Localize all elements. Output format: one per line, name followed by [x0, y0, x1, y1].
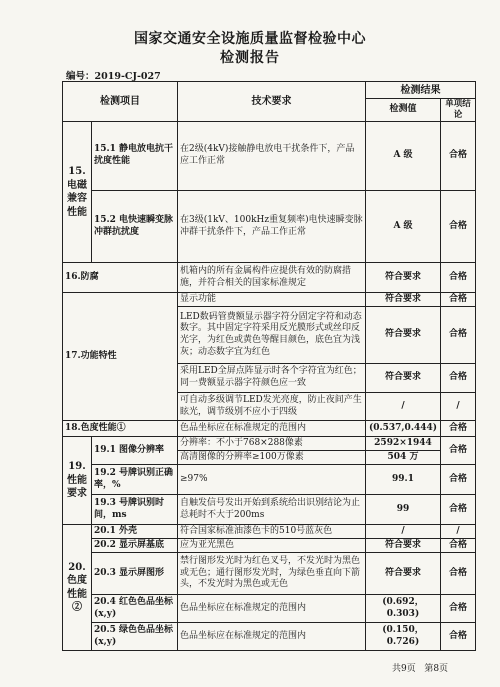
item-verdict: 合格 — [441, 495, 476, 525]
col-header-item: 检测项目 — [63, 82, 178, 122]
item-verdict: 合格 — [441, 191, 476, 263]
item-requirement: 机箱内的所有金属构件应提供有效的防腐措施，并符合相关的国家标准规定 — [178, 263, 366, 293]
item-measured: (0.537,0.444) — [366, 421, 441, 437]
item-name: 16.防腐 — [63, 263, 178, 293]
item-verdict: 合格 — [441, 122, 476, 191]
item-measured: 符合要求 — [366, 293, 441, 307]
item-requirement: 禁行图形发光时为红色叉号，不发光时为黑色或无色；通行图形发光时，为绿色垂直向下箭头，不发光时为黑色或无色 — [178, 553, 366, 595]
item-verdict: 合格 — [441, 553, 476, 595]
item-name: 19.3 号牌识别时间，ms — [92, 495, 178, 525]
item-measured: / — [366, 525, 441, 539]
item-requirement: LED数码管费额显示器字符分固定字符和动态数字。其中固定字符采用反光膜形式或丝印反光字，为红色或黄色等醒目颜色，底色宜为浅灰；动态数字宜为红色 — [178, 307, 366, 364]
item-measured: 符合要求 — [366, 539, 441, 553]
item-verdict: 合格 — [441, 307, 476, 364]
table-row — [63, 191, 476, 263]
item-verdict: 合格 — [441, 293, 476, 307]
item-verdict: 合格 — [441, 364, 476, 393]
table-row — [63, 421, 476, 437]
item-verdict: 合格 — [441, 539, 476, 553]
col-header-verdict: 单项结论 — [441, 99, 476, 122]
item-requirement: 自触发信号发出开始到系统给出识别结论为止总耗时不大于200ms — [178, 495, 366, 525]
document-number: 编号：2019-CJ-027 — [66, 71, 161, 82]
item-measured: A 级 — [366, 122, 441, 191]
item-measured: 2592×1944 — [366, 437, 441, 451]
item-measured: 99.1 — [366, 465, 441, 495]
item-measured: 符合要求 — [366, 364, 441, 393]
item-name: 20.3 显示屏图形 — [92, 553, 178, 595]
table-row — [63, 293, 476, 307]
table-row — [63, 495, 476, 525]
item-verdict: / — [441, 393, 476, 421]
table-row — [63, 437, 476, 451]
table-row — [63, 122, 476, 191]
item-name: 15.2 电快速瞬变脉冲群抗扰度 — [92, 191, 178, 263]
item-name: 20.1 外壳 — [92, 525, 178, 539]
item-name: 20.5 绿色色品坐标(x,y) — [92, 623, 178, 651]
item-verdict: 合格 — [441, 465, 476, 495]
item-requirement: 采用LED全屏点阵显示时各个字符宜为红色；同一费额显示器字符颜色应一致 — [178, 364, 366, 393]
col-header-measured: 检测值 — [366, 99, 441, 122]
table-row — [63, 263, 476, 293]
item-verdict: / — [441, 525, 476, 539]
table-row — [63, 539, 476, 553]
item-name: 17.功能特性 — [63, 293, 178, 421]
item-measured: 504 万 — [366, 451, 441, 465]
item-name: 15.1 静电放电抗干扰度性能 — [92, 122, 178, 191]
item-verdict: 合格 — [441, 437, 476, 465]
item-measured: 符合要求 — [366, 307, 441, 364]
item-name: 20.2 显示屏基底 — [92, 539, 178, 553]
col-header-result: 检测结果 — [366, 82, 476, 99]
item-verdict: 合格 — [441, 421, 476, 437]
report-table — [62, 81, 476, 651]
item-requirement: 色品坐标应在标准规定的范围内 — [178, 623, 366, 651]
org-title: 国家交通安全设施质量监督检验中心 — [134, 31, 366, 47]
item-requirement: 应为亚光黑色 — [178, 539, 366, 553]
total-pages: 共9页 — [392, 664, 416, 674]
item-verdict: 合格 — [441, 595, 476, 623]
item-measured: 符合要求 — [366, 263, 441, 293]
table-row — [63, 595, 476, 623]
item-requirement: 显示功能 — [178, 293, 366, 307]
table-row — [63, 525, 476, 539]
item-verdict: 合格 — [441, 263, 476, 293]
item-name: 19.1 图像分辨率 — [92, 437, 178, 465]
col-header-requirement: 技术要求 — [178, 82, 366, 122]
table-row — [63, 465, 476, 495]
item-requirement: 高清图像的分辨率≥100万像素 — [178, 451, 366, 465]
item-measured: (0.692，0.303) — [366, 595, 441, 623]
item-requirement: 色品坐标应在标准规定的范围内 — [178, 421, 366, 437]
item-name: 19.2 号牌识别正确率，% — [92, 465, 178, 495]
page-footer — [392, 661, 448, 674]
table-row — [63, 623, 476, 651]
section-19-label: 19.性能要求 — [63, 437, 92, 525]
report-title: 检测报告 — [220, 50, 280, 66]
item-requirement: 在3级(1kV、100kHz重复频率)电快速瞬变脉冲群干扰条件下，产品工作正常 — [178, 191, 366, 263]
section-20-label: 20.色度性能② — [63, 525, 92, 651]
item-measured: (0.150，0.726) — [366, 623, 441, 651]
item-measured: 99 — [366, 495, 441, 525]
current-page: 第8页 — [424, 664, 449, 674]
item-requirement: 色品坐标应在标准规定的范围内 — [178, 595, 366, 623]
item-measured: / — [366, 393, 441, 421]
table-row — [63, 553, 476, 595]
item-requirement: 分辨率：不小于768×288像素 — [178, 437, 366, 451]
item-name: 20.4 红色色品坐标(x,y) — [92, 595, 178, 623]
item-measured: A 级 — [366, 191, 441, 263]
section-15-label: 15.电磁兼容性能 — [63, 122, 92, 263]
item-verdict: 合格 — [441, 623, 476, 651]
item-requirement: 符合国家标准油漆色卡的510号蓝灰色 — [178, 525, 366, 539]
item-requirement: ≥97% — [178, 465, 366, 495]
item-name: 18.色度性能① — [63, 421, 178, 437]
item-requirement: 可自动多级调节LED发光亮度，防止夜间产生眩光，调节级别不应小于四级 — [178, 393, 366, 421]
item-measured: 符合要求 — [366, 553, 441, 595]
item-requirement: 在2级(4kV)接触静电放电干扰条件下，产品应工作正常 — [178, 122, 366, 191]
